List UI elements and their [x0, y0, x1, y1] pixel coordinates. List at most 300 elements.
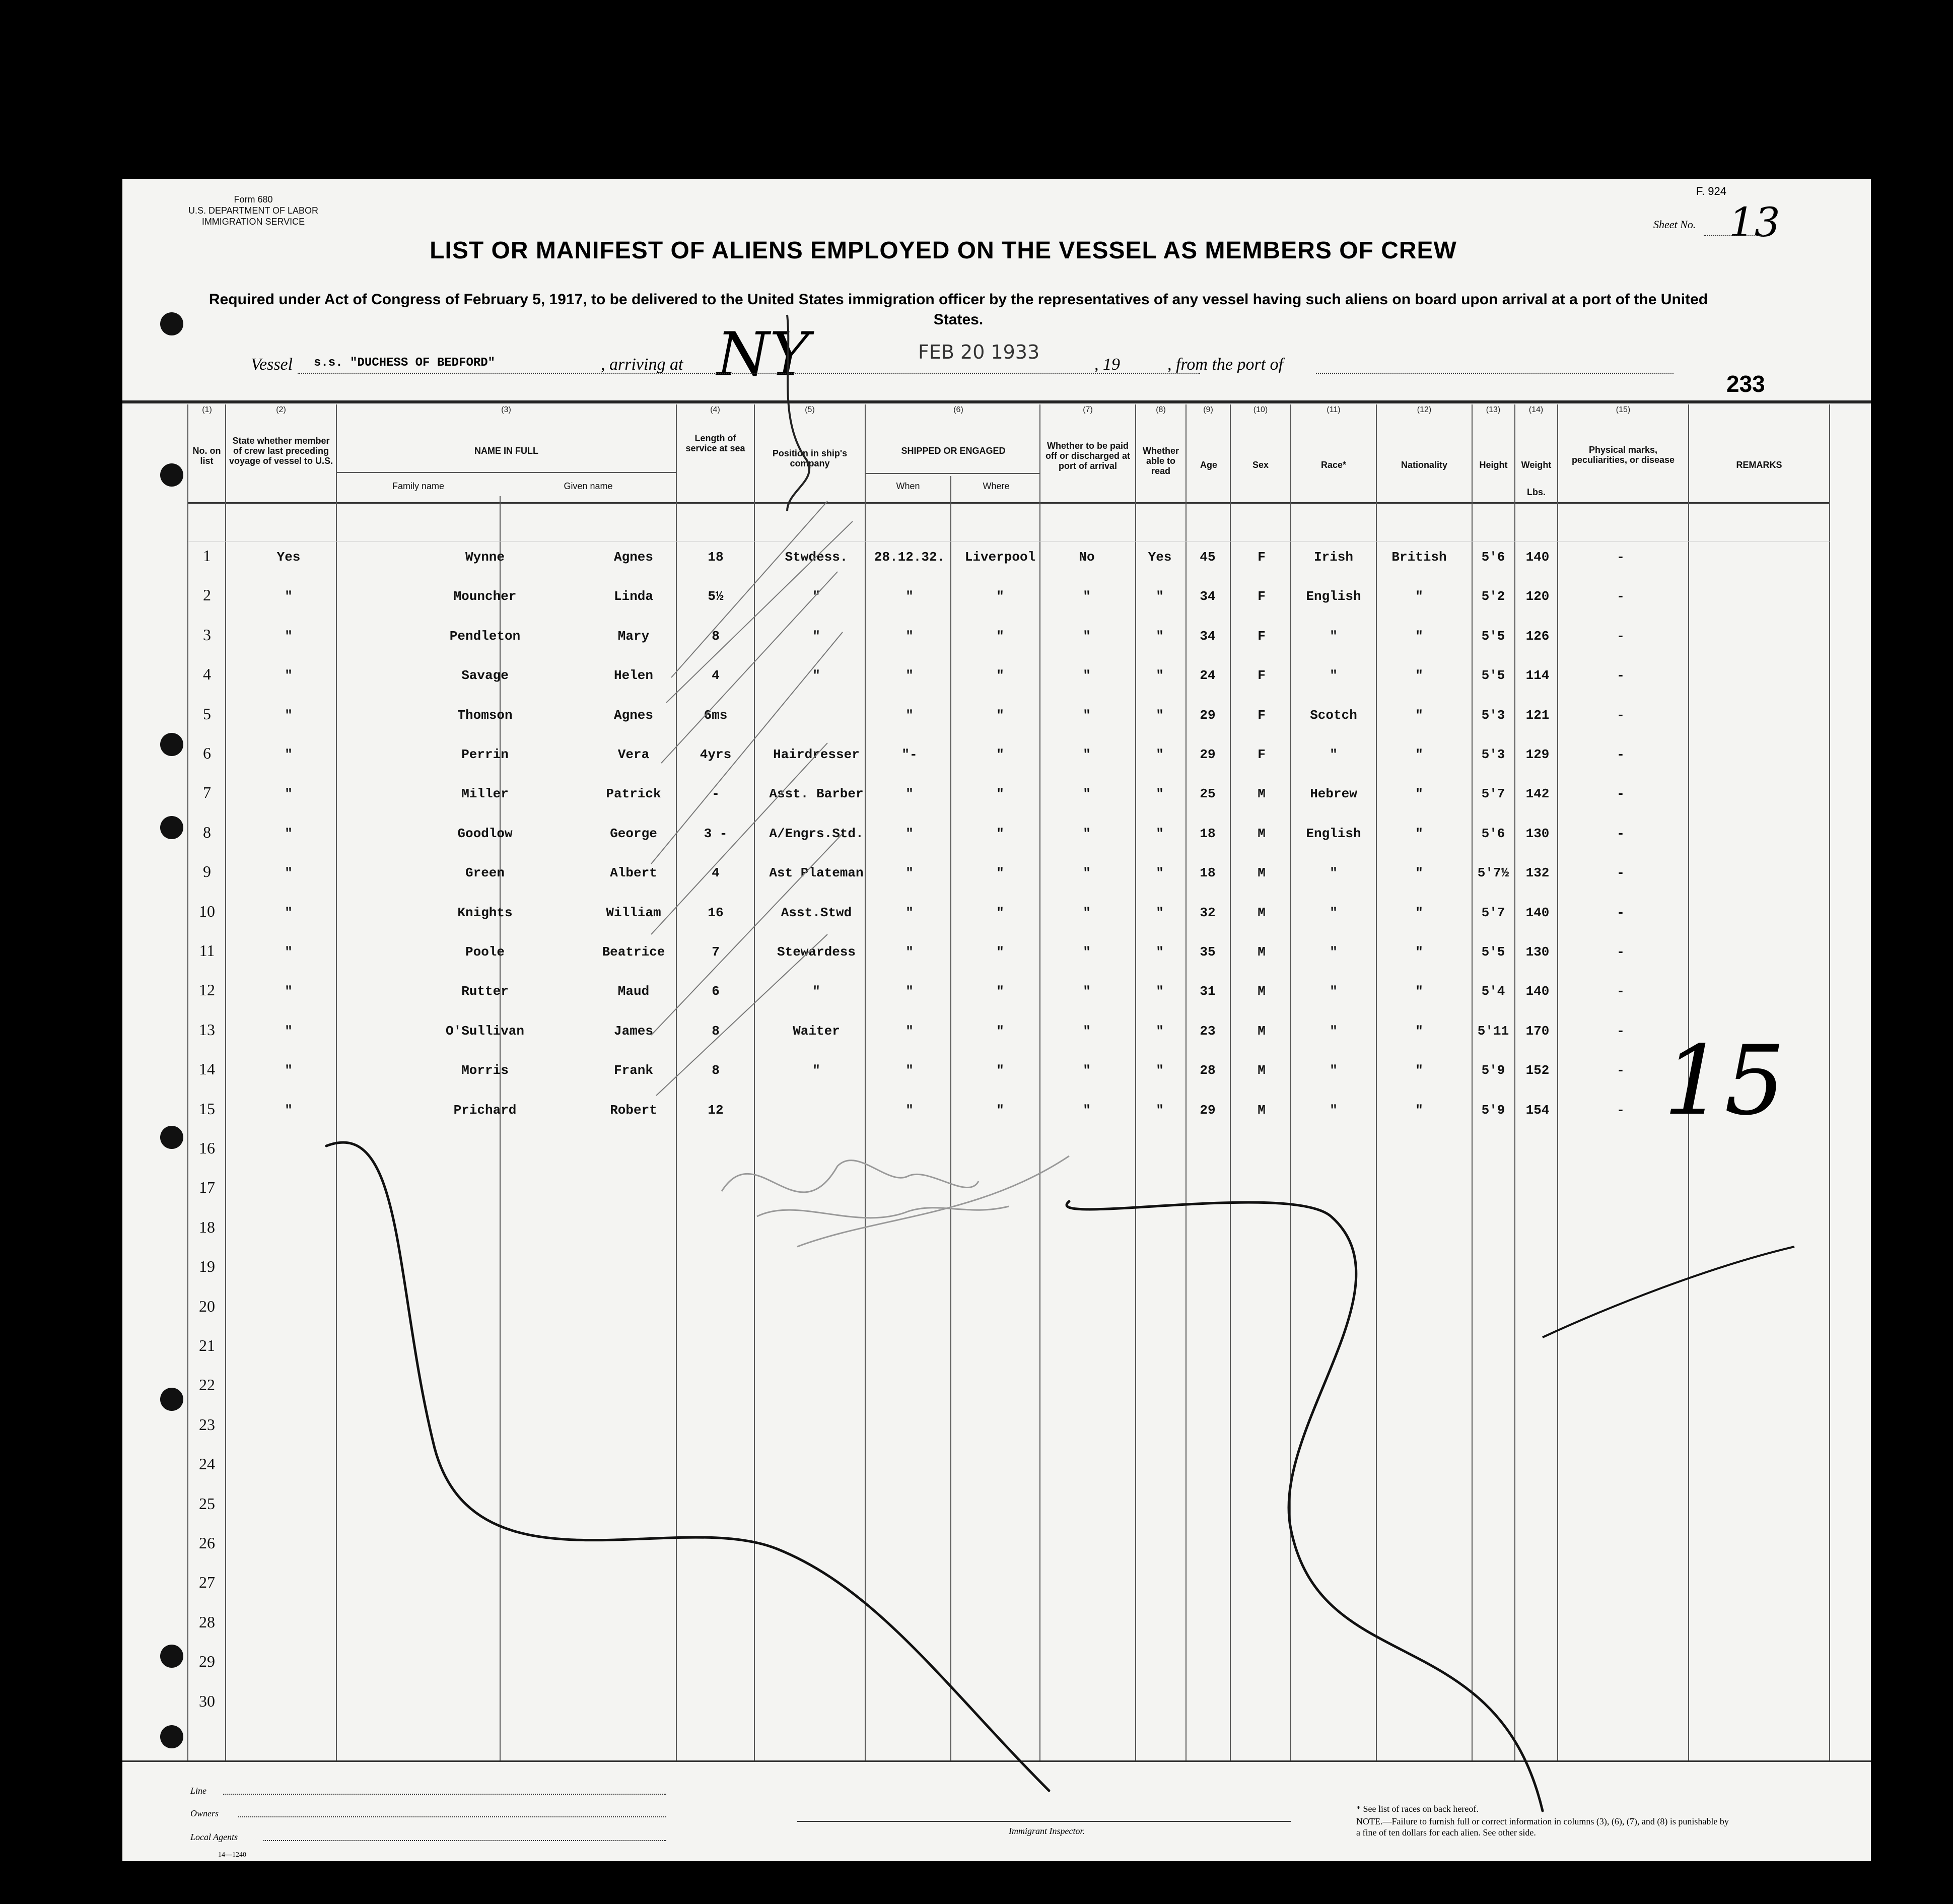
row-number: 1	[203, 547, 211, 565]
cell-age: 29	[1200, 747, 1216, 762]
cell-age: 29	[1200, 707, 1216, 723]
header-remarks: REMARKS	[1736, 460, 1782, 470]
cell-nat: British	[1391, 550, 1447, 565]
cell-read: Yes	[1148, 550, 1172, 565]
cell-height: 5'7	[1481, 786, 1505, 802]
cell-state: "	[285, 826, 293, 841]
cell-age: 25	[1200, 786, 1216, 802]
cell-when: "	[905, 1023, 914, 1039]
cell-family: Perrin	[461, 747, 509, 762]
row-number: 22	[199, 1376, 215, 1394]
cell-position: Asst.Stwd	[781, 905, 852, 920]
cell-position: "	[812, 1063, 820, 1078]
cell-nat: "	[1415, 905, 1423, 920]
cell-weight: 152	[1525, 1063, 1550, 1078]
header-sex: Sex	[1252, 460, 1269, 470]
col-number-1: (1)	[202, 405, 212, 414]
cell-where: "	[996, 865, 1004, 881]
cell-paid: No	[1079, 550, 1095, 565]
cell-age: 34	[1200, 628, 1216, 644]
cell-where: "	[996, 707, 1004, 723]
cell-phys: -	[1617, 826, 1625, 841]
col-number-7: (7)	[1083, 405, 1093, 414]
cell-length: 12	[708, 1102, 724, 1118]
cell-age: 45	[1200, 550, 1216, 565]
cell-length: 7	[712, 944, 720, 960]
cell-length: 8	[712, 628, 720, 644]
header-paid: Whether to be paid off or discharged at port of arrival	[1045, 441, 1131, 471]
cell-where: "	[996, 1102, 1004, 1118]
cell-height: 5'7	[1481, 905, 1505, 920]
cell-where: "	[996, 826, 1004, 841]
cell-race: "	[1330, 1063, 1338, 1078]
cell-sex: M	[1258, 905, 1266, 920]
cell-when: 28.12.32.	[874, 550, 945, 565]
cell-read: "	[1156, 865, 1164, 881]
cell-race: "	[1330, 668, 1338, 684]
cell-state: "	[285, 786, 293, 802]
cell-height: 5'4	[1481, 984, 1505, 999]
arriving-label: , arriving at	[601, 355, 683, 374]
cell-where: "	[996, 589, 1004, 604]
footer-owners-rule	[238, 1816, 666, 1817]
cell-when: "	[905, 984, 914, 999]
col-number-14: (14)	[1528, 405, 1544, 414]
header-weight: Weight	[1521, 460, 1552, 470]
cell-given: Helen	[613, 668, 653, 684]
col-number-5: (5)	[805, 405, 815, 414]
cell-state: "	[285, 984, 293, 999]
cell-when: "-	[901, 747, 918, 762]
cell-phys: -	[1617, 550, 1625, 565]
cell-where: "	[996, 944, 1004, 960]
form-number: Form 680	[234, 194, 273, 205]
cell-height: 5'6	[1481, 550, 1505, 565]
cell-position: Ast Plateman	[769, 865, 864, 881]
cell-read: "	[1156, 1102, 1164, 1118]
header-read: Whether able to read	[1143, 446, 1179, 476]
cell-nat: "	[1415, 1063, 1423, 1078]
cell-length: 3 -	[704, 826, 728, 841]
header-when: When	[896, 481, 920, 491]
cell-family: Prichard	[453, 1102, 517, 1118]
cell-where: "	[996, 905, 1004, 920]
cell-given: William	[606, 905, 661, 920]
cell-weight: 140	[1525, 905, 1550, 920]
row-number: 7	[203, 783, 211, 802]
row-number: 21	[199, 1336, 215, 1354]
cell-when: "	[905, 826, 914, 841]
cell-height: 5'5	[1481, 944, 1505, 960]
cell-length: 5½	[708, 589, 724, 604]
port-label: , from the port of	[1167, 355, 1284, 374]
cell-phys: -	[1617, 944, 1625, 960]
sheet-number: 13	[1729, 199, 1780, 246]
cell-when: "	[905, 589, 914, 604]
cell-phys: -	[1617, 628, 1625, 644]
row-number: 19	[199, 1257, 215, 1276]
inspector-label: Immigrant Inspector.	[1009, 1826, 1085, 1836]
cell-paid: "	[1083, 1063, 1091, 1078]
row-number: 29	[199, 1652, 215, 1671]
cell-length: 6	[712, 984, 720, 999]
form-code: F. 924	[1696, 185, 1726, 197]
row-number: 17	[199, 1178, 215, 1197]
cell-state: "	[285, 628, 293, 644]
cell-state: "	[285, 747, 293, 762]
row-number: 23	[199, 1415, 215, 1434]
cell-age: 18	[1200, 826, 1216, 841]
cell-height: 5'9	[1481, 1063, 1505, 1078]
cell-family: Wynne	[465, 550, 505, 565]
cell-where: "	[996, 747, 1004, 762]
header-name: NAME IN FULL	[474, 446, 538, 456]
cell-race: "	[1330, 984, 1338, 999]
cell-paid: "	[1083, 1023, 1091, 1039]
cell-read: "	[1156, 944, 1164, 960]
cell-sex: M	[1258, 865, 1266, 881]
col-number-10: (10)	[1253, 405, 1268, 414]
cell-when: "	[905, 1063, 914, 1078]
cell-given: Patrick	[606, 786, 661, 802]
cell-where: "	[996, 786, 1004, 802]
cell-weight: 121	[1525, 707, 1550, 723]
cell-given: Mary	[617, 628, 650, 644]
cell-given: Beatrice	[602, 944, 665, 960]
cell-paid: "	[1083, 668, 1091, 684]
cell-when: "	[905, 786, 914, 802]
footer-line-label: Line	[190, 1786, 207, 1796]
cell-race: "	[1330, 747, 1338, 762]
service: IMMIGRATION SERVICE	[201, 217, 305, 227]
cell-race: "	[1330, 1023, 1338, 1039]
cell-age: 29	[1200, 1102, 1216, 1118]
row-number: 16	[199, 1139, 215, 1157]
col-number-3: (3)	[501, 405, 511, 414]
cell-age: 34	[1200, 589, 1216, 604]
cell-weight: 140	[1525, 550, 1550, 565]
header-given: Given name	[564, 481, 613, 491]
cell-family: Knights	[457, 905, 513, 920]
cell-paid: "	[1083, 865, 1091, 881]
cell-family: Morris	[461, 1063, 509, 1078]
cell-when: "	[905, 628, 914, 644]
cell-when: "	[905, 865, 914, 881]
col-number-12: (12)	[1417, 405, 1432, 414]
cell-phys: -	[1617, 707, 1625, 723]
arriving-port: NY	[717, 320, 810, 390]
cell-position: Asst. Barber	[769, 786, 864, 802]
cell-weight: 114	[1525, 668, 1550, 684]
cell-nat: "	[1415, 1023, 1423, 1039]
row-number: 27	[199, 1573, 215, 1592]
cell-state: "	[285, 1023, 293, 1039]
col-number-6: (6)	[953, 405, 963, 414]
cell-length: 18	[708, 550, 724, 565]
cell-age: 31	[1200, 984, 1216, 999]
cell-weight: 142	[1525, 786, 1550, 802]
col-number-9: (9)	[1203, 405, 1213, 414]
cell-phys: -	[1617, 1023, 1625, 1039]
cell-family: Pendleton	[449, 628, 521, 644]
cell-position: Stwdess.	[785, 550, 848, 565]
row-number: 24	[199, 1455, 215, 1473]
cell-given: Albert	[610, 865, 657, 881]
header-no: No. on list	[192, 446, 221, 466]
inspector-signature-line	[797, 1821, 1291, 1822]
cell-position: "	[812, 668, 820, 684]
cell-read: "	[1156, 826, 1164, 841]
cell-height: 5'5	[1481, 668, 1505, 684]
cell-age: 35	[1200, 944, 1216, 960]
cell-read: "	[1156, 628, 1164, 644]
cell-given: George	[610, 826, 657, 841]
cell-given: Maud	[617, 984, 650, 999]
row-number: 12	[199, 981, 215, 999]
cell-state: "	[285, 944, 293, 960]
cell-nat: "	[1415, 747, 1423, 762]
cell-position: "	[812, 589, 820, 604]
col-number-2: (2)	[276, 405, 286, 414]
cell-age: 18	[1200, 865, 1216, 881]
cell-nat: "	[1415, 589, 1423, 604]
footer-line-rule	[223, 1794, 666, 1795]
cell-sex: M	[1258, 1023, 1266, 1039]
cell-height: 5'2	[1481, 589, 1505, 604]
cell-sex: M	[1258, 944, 1266, 960]
header-nationality: Nationality	[1401, 460, 1447, 470]
cell-position: Waiter	[793, 1023, 840, 1039]
cell-state: "	[285, 1102, 293, 1118]
race-note: * See list of races on back hereof.	[1356, 1804, 1479, 1814]
cell-weight: 120	[1525, 589, 1550, 604]
cell-when: "	[905, 668, 914, 684]
cell-paid: "	[1083, 786, 1091, 802]
row-number: 10	[199, 902, 215, 920]
cell-state: "	[285, 668, 293, 684]
row-number: 2	[203, 586, 211, 604]
cell-read: "	[1156, 786, 1164, 802]
cell-where: "	[996, 1063, 1004, 1078]
header-physical: Physical marks, peculiarities, or disease	[1571, 445, 1675, 465]
cell-length: 4	[712, 865, 720, 881]
cell-weight: 154	[1525, 1102, 1550, 1118]
cell-family: Rutter	[461, 984, 509, 999]
cell-length: 8	[712, 1023, 720, 1039]
cell-phys: -	[1617, 786, 1625, 802]
cell-height: 5'7½	[1477, 865, 1509, 881]
cell-nat: "	[1415, 984, 1423, 999]
cell-height: 5'5	[1481, 628, 1505, 644]
cell-family: O'Sullivan	[445, 1023, 525, 1039]
cell-nat: "	[1415, 944, 1423, 960]
cell-phys: -	[1617, 905, 1625, 920]
row-number: 25	[199, 1494, 215, 1513]
cell-paid: "	[1083, 905, 1091, 920]
cell-given: Agnes	[613, 707, 653, 723]
footer-agents-rule	[263, 1840, 666, 1841]
fine-note: NOTE.—Failure to furnish full or correct information in columns (3), (6), (7), and (8) is punishable by a fine of ten dollars for each alien. See other side.	[1356, 1816, 1729, 1838]
cell-read: "	[1156, 668, 1164, 684]
cell-when: "	[905, 707, 914, 723]
cell-where: "	[996, 628, 1004, 644]
cell-read: "	[1156, 707, 1164, 723]
cell-length: 6ms	[704, 707, 728, 723]
cell-family: Green	[465, 865, 505, 881]
col-number-15: (15)	[1616, 405, 1631, 414]
cell-state: "	[285, 905, 293, 920]
cell-race: English	[1306, 826, 1361, 841]
row-number: 14	[199, 1060, 215, 1078]
row-number: 28	[199, 1612, 215, 1631]
sheet-label: Sheet No.	[1653, 218, 1696, 231]
vessel-name: s.s. "DUCHESS OF BEDFORD"	[314, 356, 496, 370]
cell-phys: -	[1617, 984, 1625, 999]
cell-where: "	[996, 1023, 1004, 1039]
cell-position: "	[812, 628, 820, 644]
row-number: 5	[203, 704, 211, 723]
cell-age: 28	[1200, 1063, 1216, 1078]
cell-sex: M	[1258, 984, 1266, 999]
col-number-4: (4)	[710, 405, 720, 414]
cell-read: "	[1156, 747, 1164, 762]
cell-paid: "	[1083, 984, 1091, 999]
cell-paid: "	[1083, 826, 1091, 841]
cell-state: "	[285, 707, 293, 723]
cell-nat: "	[1415, 707, 1423, 723]
cell-where: "	[996, 668, 1004, 684]
print-code: 14—1240	[218, 1851, 246, 1859]
cell-race: "	[1330, 1102, 1338, 1118]
header-position: Position in ship's company	[772, 448, 848, 468]
cell-length: 4yrs	[700, 747, 732, 762]
cell-given: Agnes	[613, 550, 653, 565]
cell-nat: "	[1415, 628, 1423, 644]
date-stamp: FEB 20 1933	[918, 341, 1040, 363]
cell-sex: F	[1258, 707, 1266, 723]
cell-height: 5'3	[1481, 707, 1505, 723]
cell-sex: F	[1258, 668, 1266, 684]
cell-phys: -	[1617, 747, 1625, 762]
header-where: Where	[983, 481, 1010, 491]
cell-given: Robert	[610, 1102, 657, 1118]
cell-state: Yes	[276, 550, 301, 565]
cell-family: Poole	[465, 944, 505, 960]
cell-race: "	[1330, 865, 1338, 881]
cell-age: 24	[1200, 668, 1216, 684]
col-number-11: (11)	[1327, 405, 1341, 414]
cell-given: James	[613, 1023, 653, 1039]
row-number: 8	[203, 823, 211, 841]
cell-paid: "	[1083, 944, 1091, 960]
cell-length: 4	[712, 668, 720, 684]
cell-paid: "	[1083, 707, 1091, 723]
cell-phys: -	[1617, 865, 1625, 881]
cell-length: 16	[708, 905, 724, 920]
page-number: 233	[1726, 371, 1765, 397]
cell-weight: 130	[1525, 826, 1550, 841]
cell-position: Stewardess	[777, 944, 856, 960]
cell-state: "	[285, 865, 293, 881]
footer-owners-label: Owners	[190, 1808, 219, 1818]
cell-weight: 126	[1525, 628, 1550, 644]
department: U.S. DEPARTMENT OF LABOR	[188, 206, 319, 216]
row-number: 18	[199, 1217, 215, 1236]
cell-phys: -	[1617, 1102, 1625, 1118]
row-number: 13	[199, 1020, 215, 1039]
cell-family: Thomson	[457, 707, 513, 723]
cell-family: Goodlow	[457, 826, 513, 841]
cell-given: Linda	[613, 589, 653, 604]
cell-nat: "	[1415, 865, 1423, 881]
cell-family: Mouncher	[453, 589, 517, 604]
cell-nat: "	[1415, 786, 1423, 802]
year-label: , 19	[1094, 355, 1120, 374]
cell-sex: M	[1258, 1102, 1266, 1118]
cell-position: Hairdresser	[773, 747, 860, 762]
cell-when: "	[905, 1102, 914, 1118]
cell-weight: 130	[1525, 944, 1550, 960]
cell-race: "	[1330, 905, 1338, 920]
row-number: 30	[199, 1691, 215, 1710]
cell-age: 32	[1200, 905, 1216, 920]
cell-height: 5'6	[1481, 826, 1505, 841]
header-height: Height	[1479, 460, 1508, 470]
cell-family: Miller	[461, 786, 509, 802]
cell-height: 5'11	[1477, 1023, 1509, 1039]
cell-weight: 140	[1525, 984, 1550, 999]
cell-state: "	[285, 1063, 293, 1078]
header-age: Age	[1200, 460, 1217, 470]
cell-sex: M	[1258, 1063, 1266, 1078]
table-grid	[122, 179, 1871, 1861]
cell-sex: F	[1258, 747, 1266, 762]
header-lbs: Lbs.	[1526, 487, 1546, 497]
cell-phys: -	[1617, 589, 1625, 604]
cell-race: "	[1330, 628, 1338, 644]
cell-race: Hebrew	[1310, 786, 1357, 802]
row-number: 11	[199, 941, 215, 960]
cell-sex: M	[1258, 826, 1266, 841]
cell-sex: F	[1258, 589, 1266, 604]
cell-race: Scotch	[1310, 707, 1357, 723]
cell-height: 5'9	[1481, 1102, 1505, 1118]
cell-weight: 170	[1525, 1023, 1550, 1039]
cell-given: Vera	[617, 747, 650, 762]
cell-read: "	[1156, 905, 1164, 920]
row-number: 4	[203, 665, 211, 684]
cell-nat: "	[1415, 826, 1423, 841]
cell-where: "	[996, 984, 1004, 999]
subtitle: Required under Act of Congress of February 5, 1917, to be delivered to the United States immigration officer by the representatives of any vessel having such aliens on board upon arrival at a port of the United States.	[208, 291, 1708, 328]
cell-read: "	[1156, 1063, 1164, 1078]
cell-sex: F	[1258, 628, 1266, 644]
cell-race: English	[1306, 589, 1361, 604]
cell-where: Liverpool	[964, 550, 1036, 565]
cell-family: Savage	[461, 668, 509, 684]
cell-given: Frank	[613, 1063, 653, 1078]
cell-height: 5'3	[1481, 747, 1505, 762]
cell-paid: "	[1083, 589, 1091, 604]
header-shipped: SHIPPED OR ENGAGED	[901, 446, 1006, 456]
vessel-label: Vessel	[251, 355, 293, 374]
col-number-8: (8)	[1156, 405, 1166, 414]
cell-race: Irish	[1313, 550, 1353, 565]
row-number: 9	[203, 862, 211, 881]
cell-read: "	[1156, 984, 1164, 999]
cell-read: "	[1156, 1023, 1164, 1039]
cell-position: A/Engrs.Std.	[769, 826, 864, 841]
